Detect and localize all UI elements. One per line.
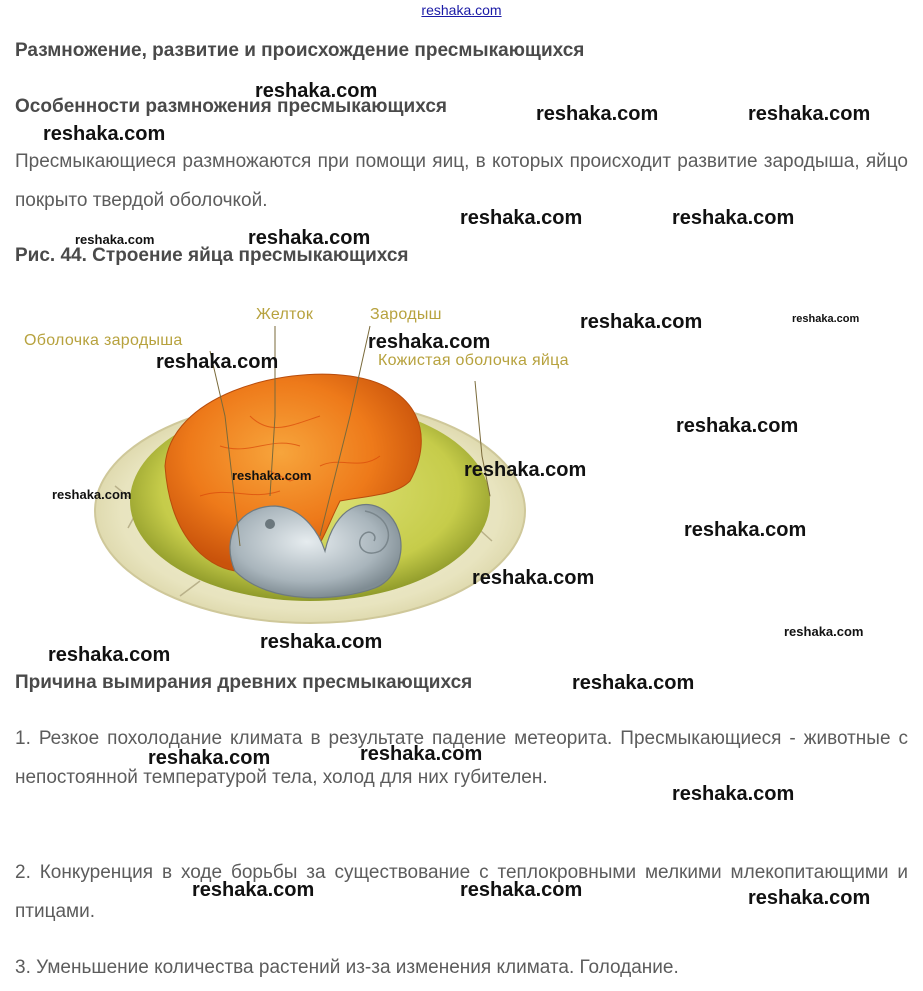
watermark: reshaka.com — [792, 313, 860, 325]
watermark: reshaka.com — [784, 624, 864, 639]
watermark: reshaka.com — [232, 468, 312, 483]
watermark: reshaka.com — [472, 567, 595, 589]
watermark: reshaka.com — [672, 207, 795, 229]
watermark: reshaka.com — [368, 331, 491, 353]
watermark: reshaka.com — [580, 311, 703, 333]
watermark: reshaka.com — [156, 351, 279, 373]
watermark: reshaka.com — [536, 103, 659, 125]
watermark: reshaka.com — [148, 747, 271, 769]
label-leathery-shell: Кожистая оболочка яйца — [378, 352, 569, 369]
watermark: reshaka.com — [75, 232, 155, 247]
watermark: reshaka.com — [248, 227, 371, 249]
watermark: reshaka.com — [464, 459, 587, 481]
list-item-2: 2. Конкуренция в ходе борьбы за существование с теплокровными мелкими млекопитающими и птицами. — [15, 862, 908, 922]
section-heading-reproduction: Особенности размножения пресмыкающихся — [15, 96, 447, 117]
watermark: reshaka.com — [255, 80, 378, 102]
watermark: reshaka.com — [748, 887, 871, 909]
label-embryo-membrane: Оболочка зародыша — [24, 332, 183, 349]
watermark: reshaka.com — [676, 415, 799, 437]
watermark: reshaka.com — [572, 672, 695, 694]
watermark: reshaka.com — [260, 631, 383, 653]
watermark: reshaka.com — [748, 103, 871, 125]
list-item-1: 1. Резкое похолодание климата в результате падение метеорита. Пресмыкающиеся - животные с непостоянной температурой тела, холод для них губителен. — [15, 728, 908, 788]
watermark: reshaka.com — [460, 207, 583, 229]
watermark: reshaka.com — [52, 487, 132, 502]
label-yolk: Желток — [256, 306, 314, 323]
page-title: Размножение, развитие и происхождение пресмыкающихся — [15, 40, 585, 61]
figure-caption: Рис. 44. Строение яйца пресмыкающихся — [15, 245, 409, 266]
watermark: reshaka.com — [360, 743, 483, 765]
watermark: reshaka.com — [43, 123, 166, 145]
watermark: reshaka.com — [684, 519, 807, 541]
list-item-3: 3. Уменьшение количества растений из-за изменения климата. Голодание. — [15, 957, 679, 978]
section-text-reproduction: Пресмыкающиеся размножаются при помощи яиц, в которых происходит развитие зародыша, яйцо покрыто твердой оболочкой. — [15, 151, 908, 211]
label-embryo: Зародыш — [370, 306, 442, 323]
watermark: reshaka.com — [48, 644, 171, 666]
watermark: reshaka.com — [460, 879, 583, 901]
watermark: reshaka.com — [672, 783, 795, 805]
watermark: reshaka.com — [192, 879, 315, 901]
site-link[interactable]: reshaka.com — [421, 2, 502, 18]
section-heading-extinction: Причина вымирания древних пресмыкающихся — [15, 672, 473, 693]
